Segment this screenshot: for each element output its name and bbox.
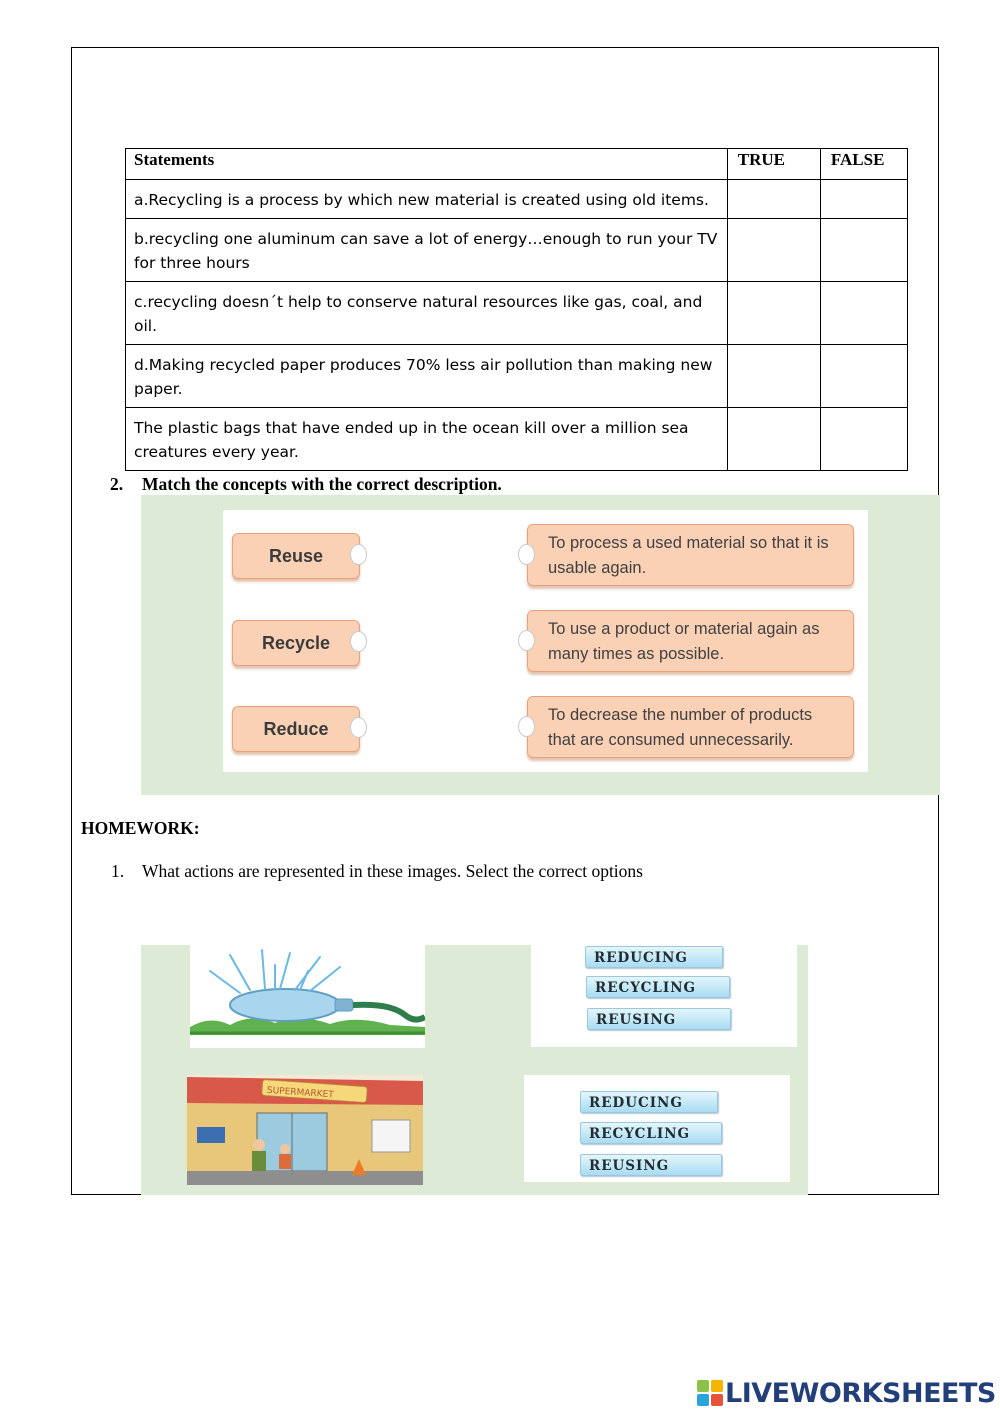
concept-connector-dot[interactable] (350, 544, 367, 565)
option-recycling[interactable]: RECYCLING (580, 1122, 722, 1144)
true-false-table (125, 148, 908, 471)
logo-text: LIVEWORKSHEETS (725, 1377, 996, 1409)
false-answer-cell[interactable] (820, 408, 907, 471)
option-recycling[interactable]: RECYCLING (586, 976, 730, 998)
question-2-number: 2. (110, 474, 124, 494)
table-row (126, 282, 908, 345)
option-reducing[interactable]: REDUCING (585, 946, 723, 968)
false-answer-cell[interactable] (820, 180, 907, 219)
false-answer-cell[interactable] (820, 345, 907, 408)
true-answer-cell[interactable] (727, 282, 820, 345)
true-header: TRUE (727, 149, 820, 180)
true-answer-cell[interactable] (727, 180, 820, 219)
statement-cell: c.recycling doesn´t help to conserve natural resources like gas, coal, and oil. (126, 282, 728, 345)
bottle-sprinkler-image (190, 945, 425, 1048)
table-row (126, 219, 908, 282)
logo-mark-icon (697, 1380, 723, 1406)
statement-cell: a.Recycling is a process by which new material is created using old items. (126, 180, 728, 219)
concept-reuse[interactable]: Reuse (232, 533, 360, 579)
statements-header: Statements (126, 149, 728, 180)
supermarket-image (187, 1075, 423, 1185)
option-reusing[interactable]: REUSING (580, 1154, 722, 1176)
liveworksheets-logo (697, 1378, 996, 1408)
question-2-text: Match the concepts with the correct description. (142, 474, 502, 494)
true-answer-cell[interactable] (727, 219, 820, 282)
true-answer-cell[interactable] (727, 408, 820, 471)
table-row (126, 180, 908, 219)
description-process[interactable]: To process a used material so that it is usable again. (527, 524, 854, 586)
description-connector-dot[interactable] (518, 716, 535, 737)
question-2-heading (110, 474, 502, 495)
false-header: FALSE (820, 149, 907, 180)
description-connector-dot[interactable] (518, 630, 535, 651)
supermarket-illustration (187, 1075, 423, 1185)
option-reusing[interactable]: REUSING (587, 1008, 731, 1030)
question-1-text: What actions are represented in these images. Select the correct options (142, 861, 643, 881)
question-1-heading (111, 861, 643, 882)
table-row (126, 345, 908, 408)
concept-connector-dot[interactable] (350, 717, 367, 738)
option-reducing[interactable]: REDUCING (580, 1091, 718, 1113)
true-answer-cell[interactable] (727, 345, 820, 408)
concept-reduce[interactable]: Reduce (232, 706, 360, 752)
statement-cell: d.Making recycled paper produces 70% less air pollution than making new paper. (126, 345, 728, 408)
question-1-number: 1. (111, 861, 125, 881)
description-use-again[interactable]: To use a product or material again as many times as possible. (527, 610, 854, 672)
concept-connector-dot[interactable] (350, 631, 367, 652)
description-decrease[interactable]: To decrease the number of products that are consumed unnecessarily. (527, 696, 854, 758)
false-answer-cell[interactable] (820, 282, 907, 345)
statement-cell: The plastic bags that have ended up in the ocean kill over a million sea creatures every year. (126, 408, 728, 471)
homework-title: HOMEWORK: (81, 818, 200, 838)
description-connector-dot[interactable] (518, 544, 535, 565)
statement-cell: b.recycling one aluminum can save a lot of energy…enough to run your TV for three hours (126, 219, 728, 282)
concept-recycle[interactable]: Recycle (232, 620, 360, 666)
table-row (126, 408, 908, 471)
sprinkler-illustration (190, 945, 425, 1048)
false-answer-cell[interactable] (820, 219, 907, 282)
store-sign-text: SUPERMARKET (266, 1085, 335, 1101)
table-header-row (126, 149, 908, 180)
